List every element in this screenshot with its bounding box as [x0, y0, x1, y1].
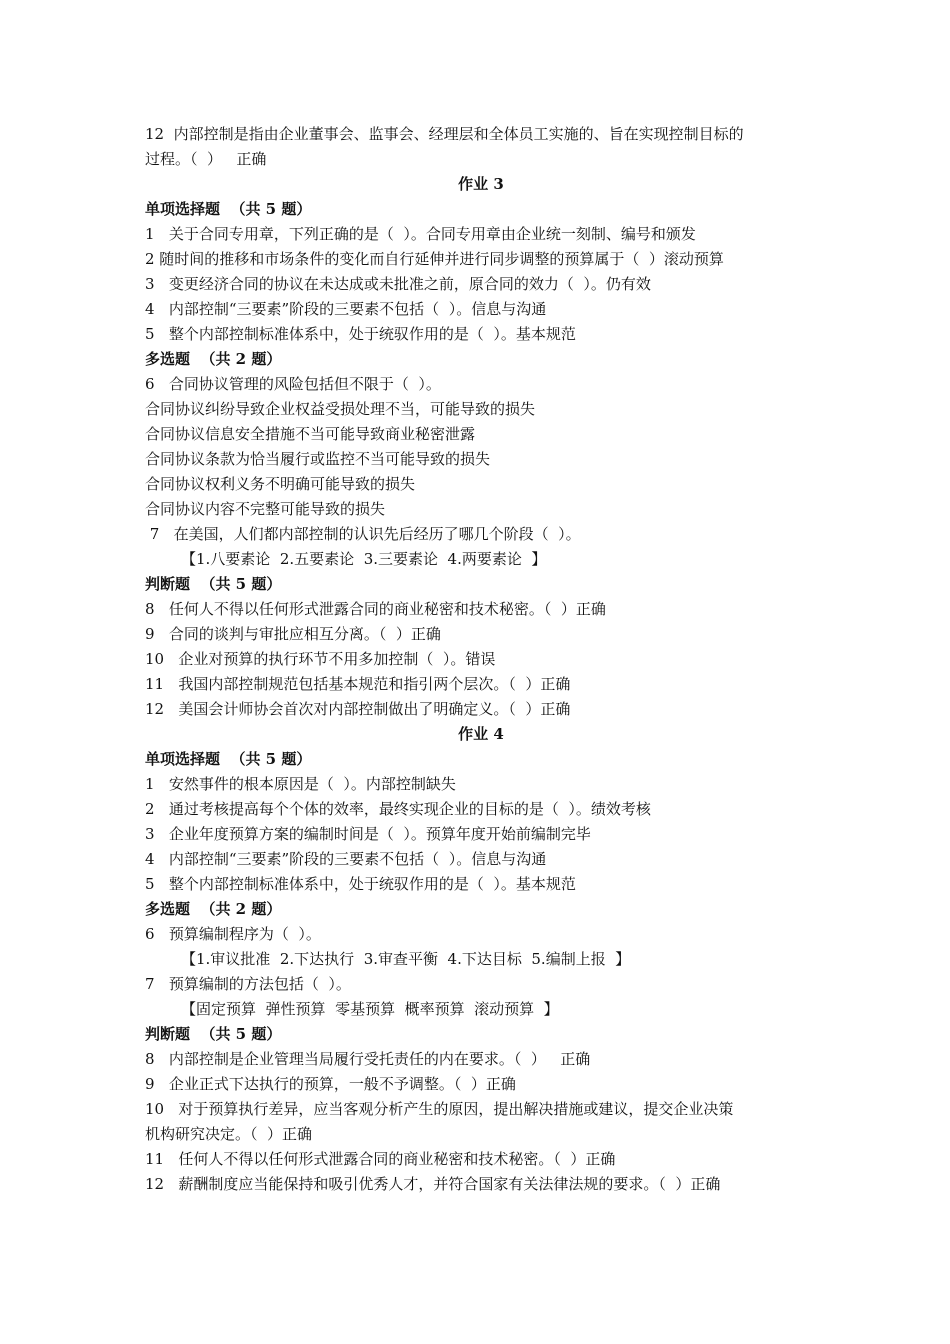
text-line: 3 变更经济合同的协议在未达成或未批准之前，原合同的效力（ ）。仍有效	[145, 275, 651, 293]
text-line: 12 美国会计师协会首次对内部控制做出了明确定义。（ ）正确	[145, 700, 571, 718]
text-line: 12 薪酬制度应当能保持和吸引优秀人才，并符合国家有关法律法规的要求。（ ）正确	[145, 1175, 721, 1193]
text-line: 10 企业对预算的执行环节不用多加控制（ ）。错误	[145, 650, 496, 668]
text-line: 合同协议条款为恰当履行或监控不当可能导致的损失	[145, 450, 491, 468]
text-line: 7 在美国，人们都内部控制的认识先后经历了哪几个阶段（ ）。	[145, 525, 581, 543]
section-heading: 判断题 （共 5 题）	[145, 1025, 282, 1043]
options-line: 【1.审议批准 2.下达执行 3.审查平衡 4.下达目标 5.编制上报 】	[181, 950, 631, 968]
text-line: 5 整个内部控制标准体系中，处于统驭作用的是（ ）。基本规范	[145, 325, 576, 343]
text-line: 合同协议纠纷导致企业权益受损处理不当，可能导致的损失	[145, 400, 536, 418]
text-line: 合同协议信息安全措施不当可能导致商业秘密泄露	[145, 425, 476, 443]
text-line: 4 内部控制“三要素”阶段的三要素不包括（ ）。信息与沟通	[145, 850, 547, 868]
text-line: 10 对于预算执行差异，应当客观分析产生的原因，提出解决措施或建议，提交企业决策	[145, 1100, 734, 1118]
section-heading: 判断题 （共 5 题）	[145, 575, 282, 593]
text-line: 8 内部控制是企业管理当局履行受托责任的内在要求。（ ） 正确	[145, 1050, 591, 1068]
text-line: 合同协议权利义务不明确可能导致的损失	[145, 475, 416, 493]
text-line: 5 整个内部控制标准体系中，处于统驭作用的是（ ）。基本规范	[145, 875, 576, 893]
text-line: 6 预算编制程序为（ ）。	[145, 925, 321, 943]
section-heading: 多选题 （共 2 题）	[145, 350, 282, 368]
text-line: 合同协议内容不完整可能导致的损失	[145, 500, 386, 518]
document-body	[145, 122, 817, 1197]
text-line: 6 合同协议管理的风险包括但不限于（ ）。	[145, 375, 441, 393]
assignment-title: 作业 4	[458, 725, 504, 743]
text-line: 7 预算编制的方法包括（ ）。	[145, 975, 351, 993]
text-line: 11 任何人不得以任何形式泄露合同的商业秘密和技术秘密。（ ）正确	[145, 1150, 616, 1168]
section-heading: 单项选择题 （共 5 题）	[145, 200, 312, 218]
section-heading: 多选题 （共 2 题）	[145, 900, 282, 918]
text-line: 9 合同的谈判与审批应相互分离。（ ）正确	[145, 625, 441, 643]
text-line: 2 通过考核提高每个个体的效率，最终实现企业的目标的是（ ）。绩效考核	[145, 800, 651, 818]
text-line: 4 内部控制“三要素”阶段的三要素不包括（ ）。信息与沟通	[145, 300, 547, 318]
text-line: 9 企业正式下达执行的预算，一般不予调整。（ ）正确	[145, 1075, 516, 1093]
options-line: 【1.八要素论 2.五要素论 3.三要素论 4.两要素论 】	[181, 550, 547, 568]
text-line: 2 随时间的推移和市场条件的变化而自行延伸并进行同步调整的预算属于（ ）滚动预算	[145, 250, 724, 268]
text-line: 过程。（ ） 正确	[145, 150, 267, 168]
text-line: 11 我国内部控制规范包括基本规范和指引两个层次。（ ）正确	[145, 675, 571, 693]
text-line: 8 任何人不得以任何形式泄露合同的商业秘密和技术秘密。（ ）正确	[145, 600, 606, 618]
text-line: 1 关于合同专用章，下列正确的是（ ）。合同专用章由企业统一刻制、编号和颁发	[145, 225, 696, 243]
text-line: 1 安然事件的根本原因是（ ）。内部控制缺失	[145, 775, 456, 793]
section-heading: 单项选择题 （共 5 题）	[145, 750, 312, 768]
text-line: 机构研究决定。（ ）正确	[145, 1125, 313, 1143]
assignment-title: 作业 3	[458, 175, 504, 193]
text-line: 3 企业年度预算方案的编制时间是（ ）。预算年度开始前编制完毕	[145, 825, 591, 843]
options-line: 【固定预算 弹性预算 零基预算 概率预算 滚动预算 】	[181, 1000, 559, 1018]
text-line: 12 内部控制是指由企业董事会、监事会、经理层和全体员工实施的、旨在实现控制目标的	[145, 125, 744, 143]
